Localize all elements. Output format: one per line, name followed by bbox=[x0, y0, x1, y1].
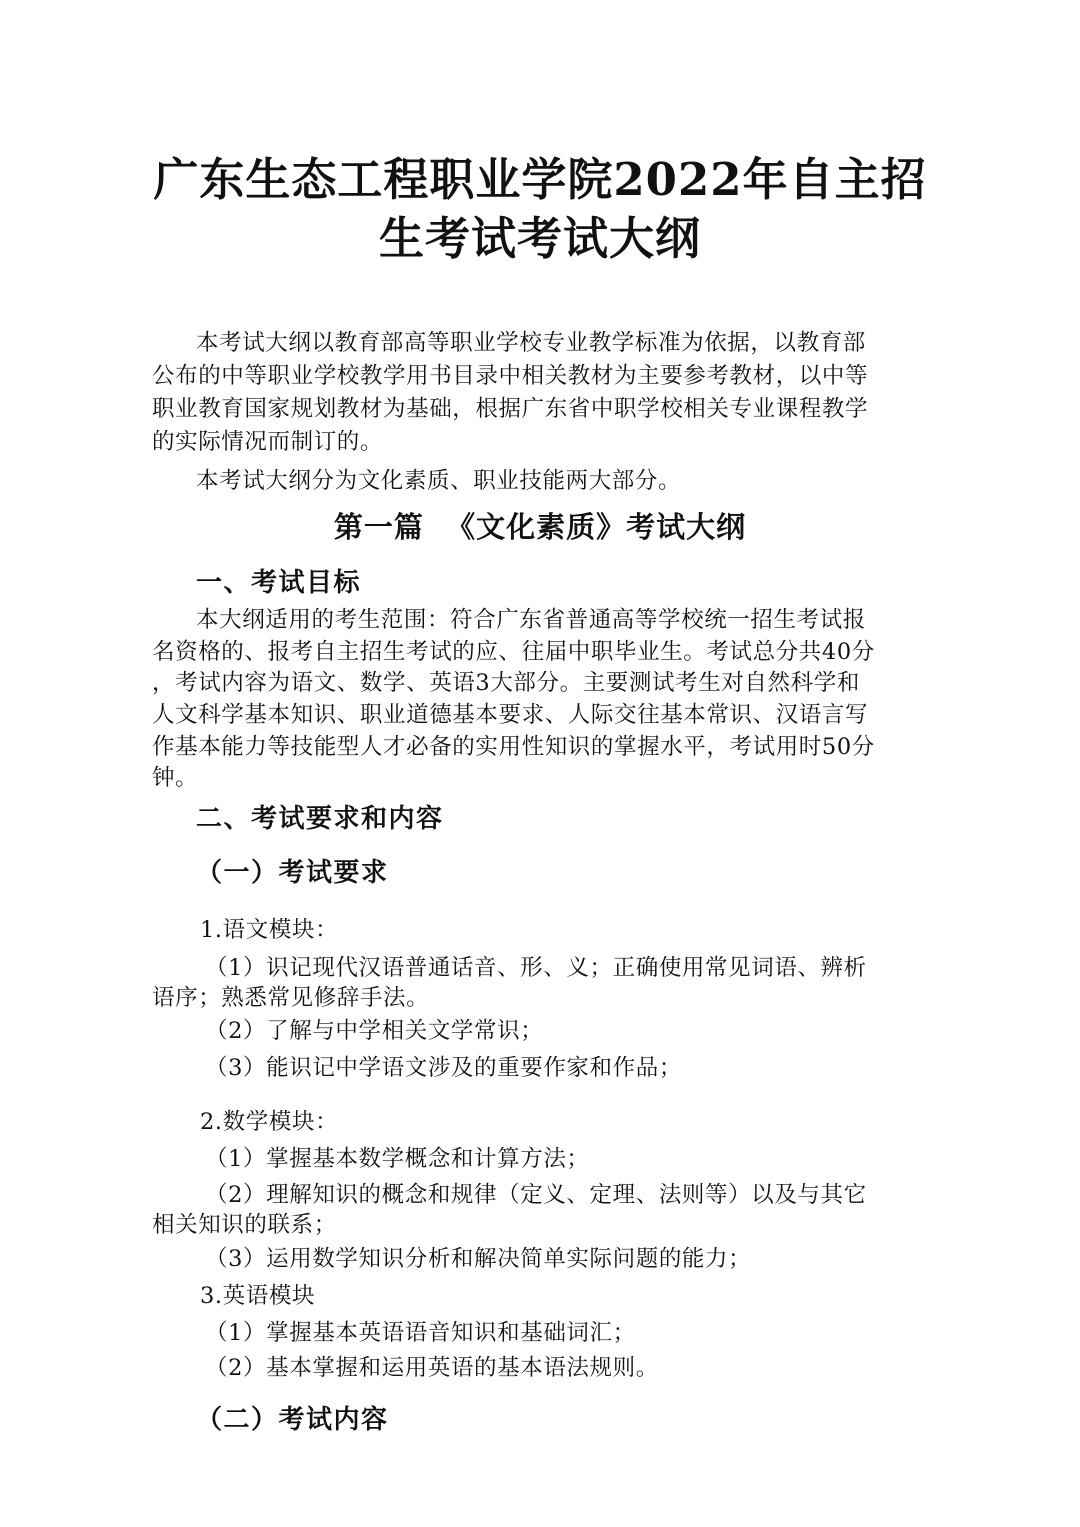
intro-parts-line: 本考试大纲分为文化素质、职业技能两大部分。 bbox=[196, 468, 682, 494]
intro-line-2: 公布的中等职业学校教学用书目录中相关教材为主要参考教材，以中等 bbox=[152, 363, 869, 389]
section-heading-requirements-content: 二、考试要求和内容 bbox=[196, 804, 444, 834]
chinese-item-2: （2）了解与中学相关文学常识； bbox=[205, 1018, 544, 1044]
math-item-3: （3）运用数学知识分析和解决简单实际问题的能力； bbox=[205, 1246, 752, 1272]
document-title-line-1: 广东生态工程职业学院2022年自主招 bbox=[153, 153, 927, 206]
objectives-line-4: 人文科学基本知识、职业道德基本要求、人际交往基本常识、汉语言写 bbox=[152, 702, 869, 728]
math-item-2-line-2: 相关知识的联系； bbox=[152, 1212, 337, 1238]
document-title-line-2: 生考试考试大纲 bbox=[378, 212, 701, 265]
intro-line-3: 职业教育国家规划教材为基础，根据广东省中职学校相关专业课程教学 bbox=[152, 396, 869, 422]
objectives-line-2: 名资格的、报考自主招生考试的应、往届中职毕业生。考试总分共40分 bbox=[152, 639, 875, 665]
objectives-line-5: 作基本能力等技能型人才必备的实用性知识的掌握水平，考试用时50分 bbox=[152, 734, 875, 760]
english-module-label: 3.英语模块 bbox=[200, 1283, 316, 1309]
objectives-line-6: 钟。 bbox=[152, 765, 199, 791]
objectives-line-3: ，考试内容为语文、数学、英语3大部分。主要测试考生对自然科学和 bbox=[152, 670, 860, 696]
chinese-item-1-line-2: 语序；熟悉常见修辞手法。 bbox=[152, 985, 430, 1011]
chinese-module-label: 1.语文模块： bbox=[200, 917, 339, 943]
part-one-title: 第一篇 《文化素质》考试大纲 bbox=[333, 510, 747, 544]
chinese-item-3: （3）能识记中学语文涉及的重要作家和作品； bbox=[205, 1055, 682, 1081]
math-item-2-line-1: （2）理解知识的概念和规律（定义、定理、法则等）以及与其它 bbox=[205, 1182, 867, 1208]
intro-line-4: 的实际情况而制订的。 bbox=[152, 429, 384, 455]
english-item-2: （2）基本掌握和运用英语的基本语法规则。 bbox=[205, 1355, 659, 1381]
section-heading-objectives: 一、考试目标 bbox=[196, 568, 362, 598]
subsection-heading-requirements: （一）考试要求 bbox=[196, 858, 389, 888]
intro-line-1: 本考试大纲以教育部高等职业学校专业教学标准为依据，以教育部 bbox=[196, 330, 866, 356]
objectives-line-1: 本大纲适用的考生范围：符合广东省普通高等学校统一招生考试报 bbox=[196, 607, 866, 633]
chinese-item-1-line-1: （1）识记现代汉语普通话音、形、义；正确使用常见词语、辨析 bbox=[205, 955, 867, 981]
subsection-heading-content: （二）考试内容 bbox=[196, 1405, 389, 1435]
english-item-1: （1）掌握基本英语语音知识和基础词汇； bbox=[205, 1320, 636, 1346]
math-module-label: 2.数学模块： bbox=[200, 1109, 339, 1135]
math-item-1: （1）掌握基本数学概念和计算方法； bbox=[205, 1146, 590, 1172]
